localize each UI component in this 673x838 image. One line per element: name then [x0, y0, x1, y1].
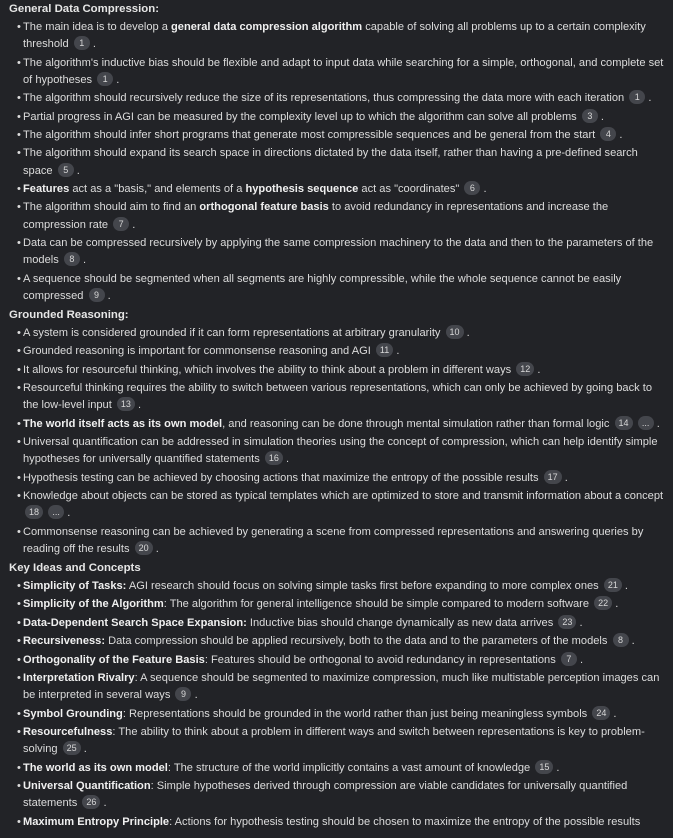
- item-text: A system is considered grounded if it can form representations at arbitrary granularity: [23, 326, 441, 339]
- citation-badge[interactable]: 16: [265, 451, 283, 465]
- bold-term: Recursiveness:: [23, 635, 106, 648]
- item-text: The main idea is to develop a: [23, 21, 172, 33]
- bold-term: Interpretation Rivalry: [23, 672, 135, 685]
- bold-term: general data compression algorithm: [171, 21, 363, 33]
- citation-badge[interactable]: 1: [74, 36, 90, 50]
- item-text: Universal quantification can be addressed in simulation theories using the concept of compression, which can help identify simple hypotheses for universally quantified statements: [23, 436, 658, 466]
- citation-badge[interactable]: 15: [535, 760, 553, 774]
- list-item: • The algorithm should aim to find an orthogonal feature basis to avoid redundancy in representations and increase the compression rate 7 .: [9, 199, 667, 233]
- bold-term: Maximum Entropy Principle: [23, 815, 170, 828]
- list-item: [9, 814, 667, 831]
- item-text: Resourceful thinking requires the ability to switch between various representations, which can only be achieved by going back to the low-level input: [23, 382, 653, 412]
- item-text: It allows for resourceful thinking, which involves the ability to think about a problem in different ways: [23, 363, 512, 376]
- bold-term: hypothesis sequence: [245, 182, 359, 195]
- citation-badge[interactable]: 13: [117, 397, 135, 411]
- section-heading: Grounded Reasoning:: [9, 308, 129, 321]
- citation-badge[interactable]: 9: [89, 288, 105, 302]
- bold-term: The world as its own model: [23, 761, 168, 774]
- bold-term: Orthogonality of the Feature Basis: [23, 653, 205, 666]
- item-text: Data compression should be applied recursively, both to the data and to the parameters of the models: [105, 635, 608, 648]
- list-item: • Hypothesis testing can be achieved by choosing actions that maximize the entropy of the possible results 17 .: [9, 470, 667, 487]
- list-item: • Universal quantification can be addressed in simulation theories using the concept of compression, which can help identify simple hypotheses for universally quantified statements 16 .: [9, 434, 667, 468]
- item-text: , and reasoning can be done through mental simulation rather than formal logic: [222, 417, 610, 430]
- list-item: • The world as its own model: The structure of the world implicitly contains a vast amount of knowledge 15 .: [9, 760, 667, 777]
- item-text: act as a "basis," and elements of a: [69, 182, 246, 195]
- bold-term: Features: [23, 182, 70, 195]
- list-item: • It allows for resourceful thinking, which involves the ability to think about a problem in different ways 12 .: [9, 362, 667, 379]
- list-item: • Simplicity of Tasks: AGI research should focus on solving simple tasks first before expanding to more complex ones 21 .: [9, 578, 667, 595]
- item-text: The algorithm should aim to find an: [23, 201, 200, 214]
- citation-badge[interactable]: 23: [558, 615, 576, 629]
- list-item: • Interpretation Rivalry: A sequence should be segmented to maximize compression, much like multistable perception images can be interpreted in several ways 9 .: [9, 670, 667, 704]
- citation-badge[interactable]: 22: [594, 596, 612, 610]
- list-item: • Knowledge about objects can be stored as typical templates which are optimized to store and transmit information about a concept 18 ... .: [9, 488, 667, 522]
- item-text: Grounded reasoning is important for commonsense reasoning and AGI: [23, 345, 371, 358]
- list-item: • Universal Quantification: Simple hypotheses derived through compression are viable candidates for universally quantified statements 26 .: [9, 778, 667, 812]
- citation-badge[interactable]: 10: [446, 325, 464, 339]
- list-item: • Partial progress in AGI can be measured by the complexity level up to which the algorithm can solve all problems 3 .: [9, 109, 667, 126]
- citation-badge[interactable]: 11: [376, 343, 393, 357]
- list-item: • Resourceful thinking requires the ability to switch between various representations, which can only be achieved by going back to the low-level input 13 .: [9, 380, 667, 414]
- citation-badge[interactable]: 25: [63, 741, 81, 755]
- citation-badge[interactable]: 21: [604, 578, 622, 592]
- list-item: • The algorithm's inductive bias should be flexible and adapt to input data while searching for a simple, orthogonal, and complete set of hypotheses 1 .: [9, 55, 667, 89]
- list-item: • Orthogonality of the Feature Basis: Features should be orthogonal to avoid redundancy in representations 7 .: [9, 652, 667, 669]
- citation-badge[interactable]: 1: [629, 90, 645, 104]
- list-item: • The main idea is to develop a general data compression algorithm capable of solving all problems up to a certain complexity threshold 1 .: [9, 19, 667, 53]
- citation-badge[interactable]: 17: [544, 470, 562, 484]
- item-text: The algorithm should expand its search space in directions dictated by the data itself, rather than having a pre-defined search space: [23, 147, 638, 177]
- bullet-list: [9, 578, 667, 831]
- item-text: The algorithm should infer short programs that generate most compressible sequences and be general from the start: [23, 128, 596, 141]
- list-item: • The algorithm should expand its search space in directions dictated by the data itself, rather than having a pre-defined search space 5 .: [9, 145, 667, 179]
- citation-badge[interactable]: 7: [561, 652, 577, 666]
- citation-badge[interactable]: 4: [600, 127, 616, 141]
- bold-term: Symbol Grounding: [23, 707, 123, 720]
- list-item: • Resourcefulness: The ability to think about a problem in different ways and switch between representations is key to problem-solving 25 .: [9, 724, 667, 758]
- citation-badge[interactable]: 6: [464, 181, 480, 195]
- citation-badge[interactable]: ...: [48, 505, 64, 519]
- list-item: • Simplicity of the Algorithm: The algorithm for general intelligence should be simple compared to modern software 22 .: [9, 596, 667, 613]
- list-item: • A sequence should be segmented when all segments are highly compressible, while the whole sequence cannot be easily compressed 9 .: [9, 271, 667, 305]
- item-text: to avoid redundancy in representations and increase the compression rate: [23, 201, 609, 231]
- citation-badge[interactable]: ...: [638, 416, 654, 430]
- bold-term: The world itself acts as its own model: [23, 417, 223, 430]
- section-heading: General Data Compression:: [9, 3, 160, 15]
- citation-badge[interactable]: 20: [135, 541, 153, 555]
- item-text: : Features should be orthogonal to avoid redundancy in representations: [204, 653, 556, 666]
- bold-term: orthogonal feature basis: [199, 201, 329, 214]
- citation-badge[interactable]: 26: [82, 795, 100, 809]
- list-item: • The algorithm should infer short programs that generate most compressible sequences and be general from the start 4 .: [9, 127, 667, 144]
- citation-badge[interactable]: 12: [516, 362, 534, 376]
- list-item: • The world itself acts as its own model, and reasoning can be done through mental simulation rather than formal logic 14 ... .: [9, 416, 667, 433]
- bold-term: Universal Quantification: [23, 780, 151, 792]
- item-text: Hypothesis testing can be achieved by choosing actions that maximize the entropy of the possible results: [23, 471, 539, 484]
- bullet-list: [9, 19, 667, 305]
- citation-badge[interactable]: 14: [615, 416, 633, 430]
- item-text: : The ability to think about a problem in different ways and switch between representations is key to problem-solving: [23, 726, 645, 756]
- citation-badge[interactable]: 5: [58, 163, 74, 177]
- citation-badge[interactable]: 18: [25, 505, 43, 519]
- item-text: Knowledge about objects can be stored as typical templates which are optimized to store and transmit information about a concept: [23, 490, 664, 503]
- bold-term: Data-Dependent Search Space Expansion:: [23, 616, 247, 629]
- item-text: Inductive bias should change dynamically as new data arrives: [246, 616, 554, 629]
- citation-badge[interactable]: 7: [113, 217, 129, 231]
- bold-term: Simplicity of the Algorithm: [23, 598, 164, 611]
- item-text: : A sequence should be segmented to maximize compression, much like multistable perception images can be interpreted in several ways: [23, 672, 660, 702]
- citation-badge[interactable]: 24: [592, 706, 610, 720]
- list-item: • The algorithm should recursively reduce the size of its representations, thus compressing the data more with each iteration 1 .: [9, 90, 667, 107]
- item-text: A sequence should be segmented when all segments are highly compressible, while the whole sequence cannot be easily compressed: [23, 272, 622, 302]
- item-text: : Simple hypotheses derived through compression are viable candidates for universally quantified statements: [23, 780, 628, 810]
- list-item: • Commonsense reasoning can be achieved by generating a scene from compressed representations and answering queries by reading off the results 20 .: [9, 524, 667, 558]
- citation-badge[interactable]: 3: [582, 109, 598, 123]
- item-text: The algorithm should recursively reduce the size of its representations, thus compressing the data more with each iteration: [23, 92, 625, 105]
- citation-badge[interactable]: 8: [64, 252, 80, 266]
- list-item: • Symbol Grounding: Representations should be grounded in the world rather than just being meaningless symbols 24 .: [9, 706, 667, 723]
- section-heading: Key Ideas and Concepts: [9, 562, 141, 575]
- item-text: : Representations should be grounded in the world rather than just being meaningless symbols: [122, 707, 588, 720]
- item-text: : The structure of the world implicitly contains a vast amount of knowledge: [167, 761, 531, 774]
- bold-term: Simplicity of Tasks:: [23, 580, 127, 593]
- bullet-list: [9, 325, 667, 558]
- list-item: • Grounded reasoning is important for commonsense reasoning and AGI 11 .: [9, 343, 667, 360]
- item-text: : The algorithm for general intelligence should be simple compared to modern software: [163, 598, 590, 611]
- list-item: • Data can be compressed recursively by applying the same compression machinery to the data and then to the parameters of the models 8 .: [9, 235, 667, 269]
- list-item: • Features act as a "basis," and elements of a hypothesis sequence act as "coordinates" 6 .: [9, 181, 667, 198]
- citation-badge[interactable]: 9: [175, 687, 191, 701]
- item-text: AGI research should focus on solving simple tasks first before expanding to more complex ones: [126, 580, 599, 593]
- citation-badge[interactable]: 8: [613, 633, 629, 647]
- citation-badge[interactable]: 1: [97, 72, 113, 86]
- item-text: act as "coordinates": [358, 182, 460, 195]
- list-item: • Recursiveness: Data compression should be applied recursively, both to the data and to the parameters of the models 8 .: [9, 633, 667, 650]
- item-text: Partial progress in AGI can be measured by the complexity level up to which the algorithm can solve all problems: [23, 110, 577, 123]
- item-text: : Actions for hypothesis testing should be chosen to maximize the entropy of the possible results: [169, 815, 641, 828]
- item-text: The algorithm's inductive bias should be flexible and adapt to input data while searching for a simple, orthogonal, and complete set of hypotheses: [23, 56, 664, 86]
- item-text: Commonsense reasoning can be achieved by generating a scene from compressed representations and answering queries by reading off the results: [23, 525, 644, 555]
- item-text: capable of solving all problems up to a certain complexity threshold: [23, 21, 646, 51]
- list-item: • A system is considered grounded if it can form representations at arbitrary granularity 10 .: [9, 325, 667, 342]
- bold-term: Resourcefulness: [23, 726, 113, 739]
- list-item: • Data-Dependent Search Space Expansion: Inductive bias should change dynamically as new data arrives 23 .: [9, 615, 667, 632]
- item-text: Data can be compressed recursively by applying the same compression machinery to the data and then to the parameters of the models: [23, 236, 654, 267]
